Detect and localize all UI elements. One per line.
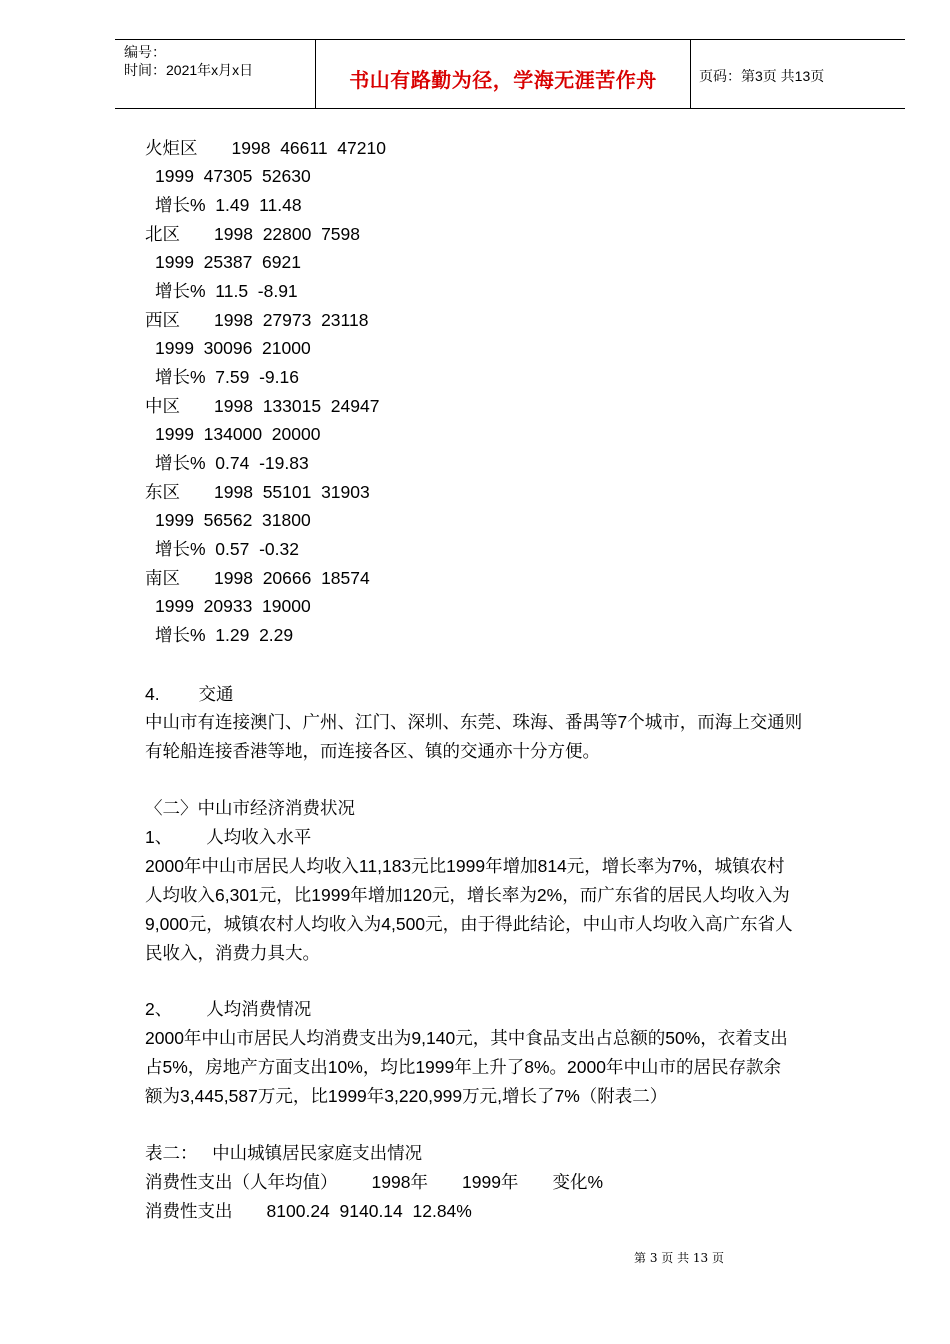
page-info: 页码：第3页 共13页	[699, 68, 825, 84]
district-row-1999: 1999 134000 20000	[155, 424, 321, 444]
district-row-1998: 东区 1998 55101 31903	[145, 482, 370, 502]
district-row-1999: 1999 20933 19000	[155, 596, 311, 616]
district-row-1999: 1999 30096 21000	[155, 338, 311, 358]
paragraph-line: 9,000元，城镇农村人均收入为4,500元，由于得此结论，中山市人均收入高广东省人	[145, 914, 793, 934]
time-label: 时间：2021年x月x日	[124, 62, 254, 78]
income-heading: 1、 人均收入水平	[145, 827, 312, 847]
district-row-growth: 增长% 11.5 -8.91	[155, 281, 298, 301]
district-row-1998: 火炬区 1998 46611 47210	[145, 138, 386, 158]
section-title: 〈二〉中山市经济消费状况	[145, 798, 355, 818]
paragraph-line: 有轮船连接香港等地，而连接各区、镇的交通亦十分方便。	[145, 741, 600, 761]
district-row-growth: 增长% 0.57 -0.32	[155, 539, 299, 559]
paragraph-line: 额为3,445,587万元，比1999年3,220,999万元,增长了7%（附表二）	[145, 1086, 668, 1106]
district-row-1998: 南区 1998 20666 18574	[145, 568, 370, 588]
header-meta-cell	[115, 40, 315, 108]
district-row-growth: 增长% 0.74 -19.83	[155, 453, 309, 473]
district-row-1999: 1999 56562 31800	[155, 510, 311, 530]
district-row-1999: 1999 25387 6921	[155, 252, 301, 272]
district-row-growth: 增长% 1.49 11.48	[155, 195, 302, 215]
consumption-heading: 2、 人均消费情况	[145, 999, 312, 1019]
page-footer: 第 3 页 共 13 页	[634, 1251, 724, 1265]
district-row-growth: 增长% 7.59 -9.16	[155, 367, 299, 387]
table-header-row: 消费性支出（人年均值） 1998年 1999年 变化%	[145, 1172, 604, 1192]
paragraph-line: 2000年中山市居民人均收入11,183元比1999年增加814元，增长率为7%，城镇农村	[145, 856, 785, 876]
district-row-1999: 1999 47305 52630	[155, 166, 311, 186]
paragraph-line: 中山市有连接澳门、广州、江门、深圳、东莞、珠海、番禺等7个城市，而海上交通则	[145, 712, 803, 732]
page-header	[115, 39, 905, 109]
header-motto-cell	[315, 40, 691, 108]
paragraph-line: 民收入，消费力具大。	[145, 943, 320, 963]
district-row-1998: 西区 1998 27973 23118	[145, 310, 369, 330]
paragraph-line: 占5%，房地产方面支出10%，均比1999年上升了8%。2000年中山市的居民存款余	[145, 1057, 781, 1077]
district-row-1998: 北区 1998 22800 7598	[145, 224, 361, 244]
table-title: 表二： 中山城镇居民家庭支出情况	[145, 1143, 423, 1163]
table-row: 消费性支出 8100.24 9140.14 12.84%	[145, 1201, 472, 1221]
paragraph-line: 2000年中山市居民人均消费支出为9,140元，其中食品支出占总额的50%，衣着支出	[145, 1028, 788, 1048]
serial-label: 编号：	[124, 44, 166, 60]
traffic-heading: 4. 交通	[145, 684, 234, 704]
district-row-1998: 中区 1998 133015 24947	[145, 396, 380, 416]
paragraph-line: 人均收入6,301元，比1999年增加120元，增长率为2%，而广东省的居民人均收入为	[145, 885, 790, 905]
district-row-growth: 增长% 1.29 2.29	[155, 625, 294, 645]
header-page-cell	[690, 40, 905, 108]
motto: 书山有路勤为径，学海无涯苦作舟	[349, 68, 657, 92]
